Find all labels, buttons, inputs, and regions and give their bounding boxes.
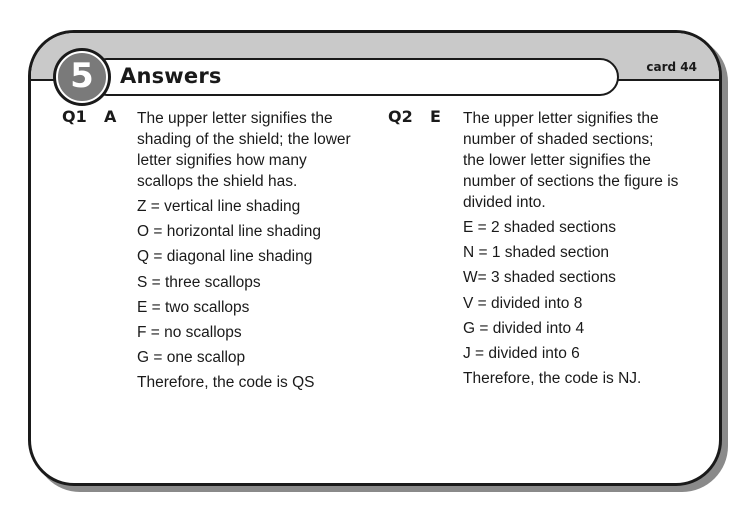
intro-line: number of shaded sections; <box>463 131 654 148</box>
code-item: W= 3 shaded sections <box>463 269 616 287</box>
code-item: S = three scallops <box>137 273 261 291</box>
question-1-conclusion: Therefore, the code is QS <box>137 374 315 392</box>
code-item: G = one scallop <box>137 349 246 367</box>
code-item: G = divided into 4 <box>463 319 585 337</box>
question-1-explanation <box>137 108 377 393</box>
question-2-conclusion: Therefore, the code is NJ. <box>463 370 642 388</box>
intro-line: shading of the shield; the lower <box>137 131 351 148</box>
code-item: V = divided into 8 <box>463 294 583 312</box>
card-number: card 44 <box>646 60 697 74</box>
title-bar <box>88 58 619 96</box>
code-item: O = horizontal line shading <box>137 223 321 241</box>
code-item: F = no scallops <box>137 323 242 341</box>
intro-line: number of sections the figure is <box>463 173 679 190</box>
intro-line: scallops the shield has. <box>137 173 298 190</box>
number-badge <box>53 48 111 106</box>
intro-line: letter signifies how many <box>137 152 307 169</box>
code-item: E = two scallops <box>137 298 250 316</box>
question-2-label: Q2 <box>388 107 413 126</box>
question-1-intro <box>137 108 377 192</box>
intro-line: The upper letter signifies the <box>463 110 659 127</box>
page-title: Answers <box>120 64 222 88</box>
question-2-explanation <box>463 108 708 389</box>
intro-line: divided into. <box>463 194 546 211</box>
code-item: Z = vertical line shading <box>137 198 301 215</box>
number-badge-label: 5 <box>56 51 108 103</box>
question-1-label: Q1 <box>62 107 87 126</box>
intro-line: The upper letter signifies the <box>137 110 333 127</box>
code-item: E = 2 shaded sections <box>463 219 616 236</box>
question-2-answer: E <box>430 107 441 126</box>
code-item: J = divided into 6 <box>463 344 580 362</box>
intro-line: the lower letter signifies the <box>463 152 651 169</box>
code-item: Q = diagonal line shading <box>137 248 313 266</box>
question-2-intro <box>463 108 708 213</box>
question-1-answer: A <box>104 107 117 126</box>
code-item: N = 1 shaded section <box>463 244 610 262</box>
